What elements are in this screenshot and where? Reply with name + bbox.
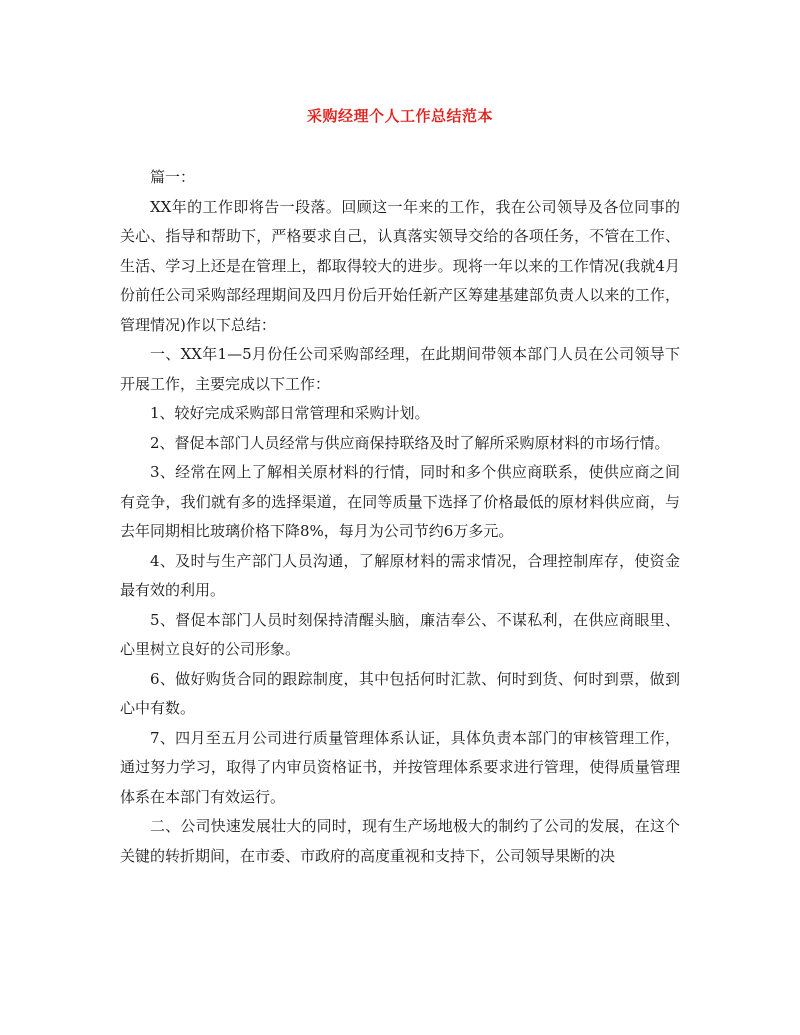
section-heading-pian-yi: 篇一： — [150, 168, 196, 186]
document-body — [120, 163, 680, 871]
item-1-paragraph: 1、较好完成采购部日常管理和采购计划。 — [150, 404, 430, 422]
item-4-paragraph: 4、及时与生产部门人员沟通，了解原材料的需求情况，合理控制库存，使资金最有效的利用。 — [120, 551, 680, 599]
item-6-paragraph: 6、做好购货合同的跟踪制度，其中包括何时汇款、何时到货、何时到票，做到心中有数。 — [120, 669, 680, 717]
intro-paragraph: XX年的工作即将告一段落。回顾这一年来的工作，我在公司领导及各位同事的关心、指导和帮助下，严格要求自己，认真落实领导交给的各项任务，不管在工作、生活、学习上还是在管理上，都取得较大的进步。现将一年以来的工作情况(我就4月份前任公司采购部经理期间及四月份后开始任新产区筹建基建部负责人以来的工作，管理情况)作以下总结： — [120, 197, 680, 334]
item-3-paragraph: 3、经常在网上了解相关原材料的行情，同时和多个供应商联系，使供应商之间有竞争，我们就有多的选择渠道，在同等质量下选择了价格最低的原材料供应商，与去年同期相比玻璃价格下降8%，每月为公司节约6万多元。 — [120, 463, 680, 540]
part-one-paragraph: 一、XX年1—5月份任公司采购部经理，在此期间带领本部门人员在公司领导下开展工作，主要完成以下工作： — [120, 345, 680, 393]
part-two-paragraph: 二、公司快速发展壮大的同时，现有生产场地极大的制约了公司的发展，在这个关键的转折期间，在市委、市政府的高度重视和支持下，公司领导果断的决 — [120, 817, 680, 865]
item-2-paragraph: 2、督促本部门人员经常与供应商保持联络及时了解所采购原材料的市场行情。 — [150, 433, 670, 452]
document-title: 采购经理个人工作总结范本 — [306, 107, 493, 125]
item-5-paragraph: 5、督促本部门人员时刻保持清醒头脑，廉洁奉公、不谋私利，在供应商眼里、心里树立良好的公司形象。 — [120, 610, 680, 658]
item-7-paragraph: 7、四月至五月公司进行质量管理体系认证，具体负责本部门的审核管理工作，通过努力学习，取得了内审员资格证书，并按管理体系要求进行管理，使得质量管理体系在本部门有效运行。 — [120, 728, 680, 806]
